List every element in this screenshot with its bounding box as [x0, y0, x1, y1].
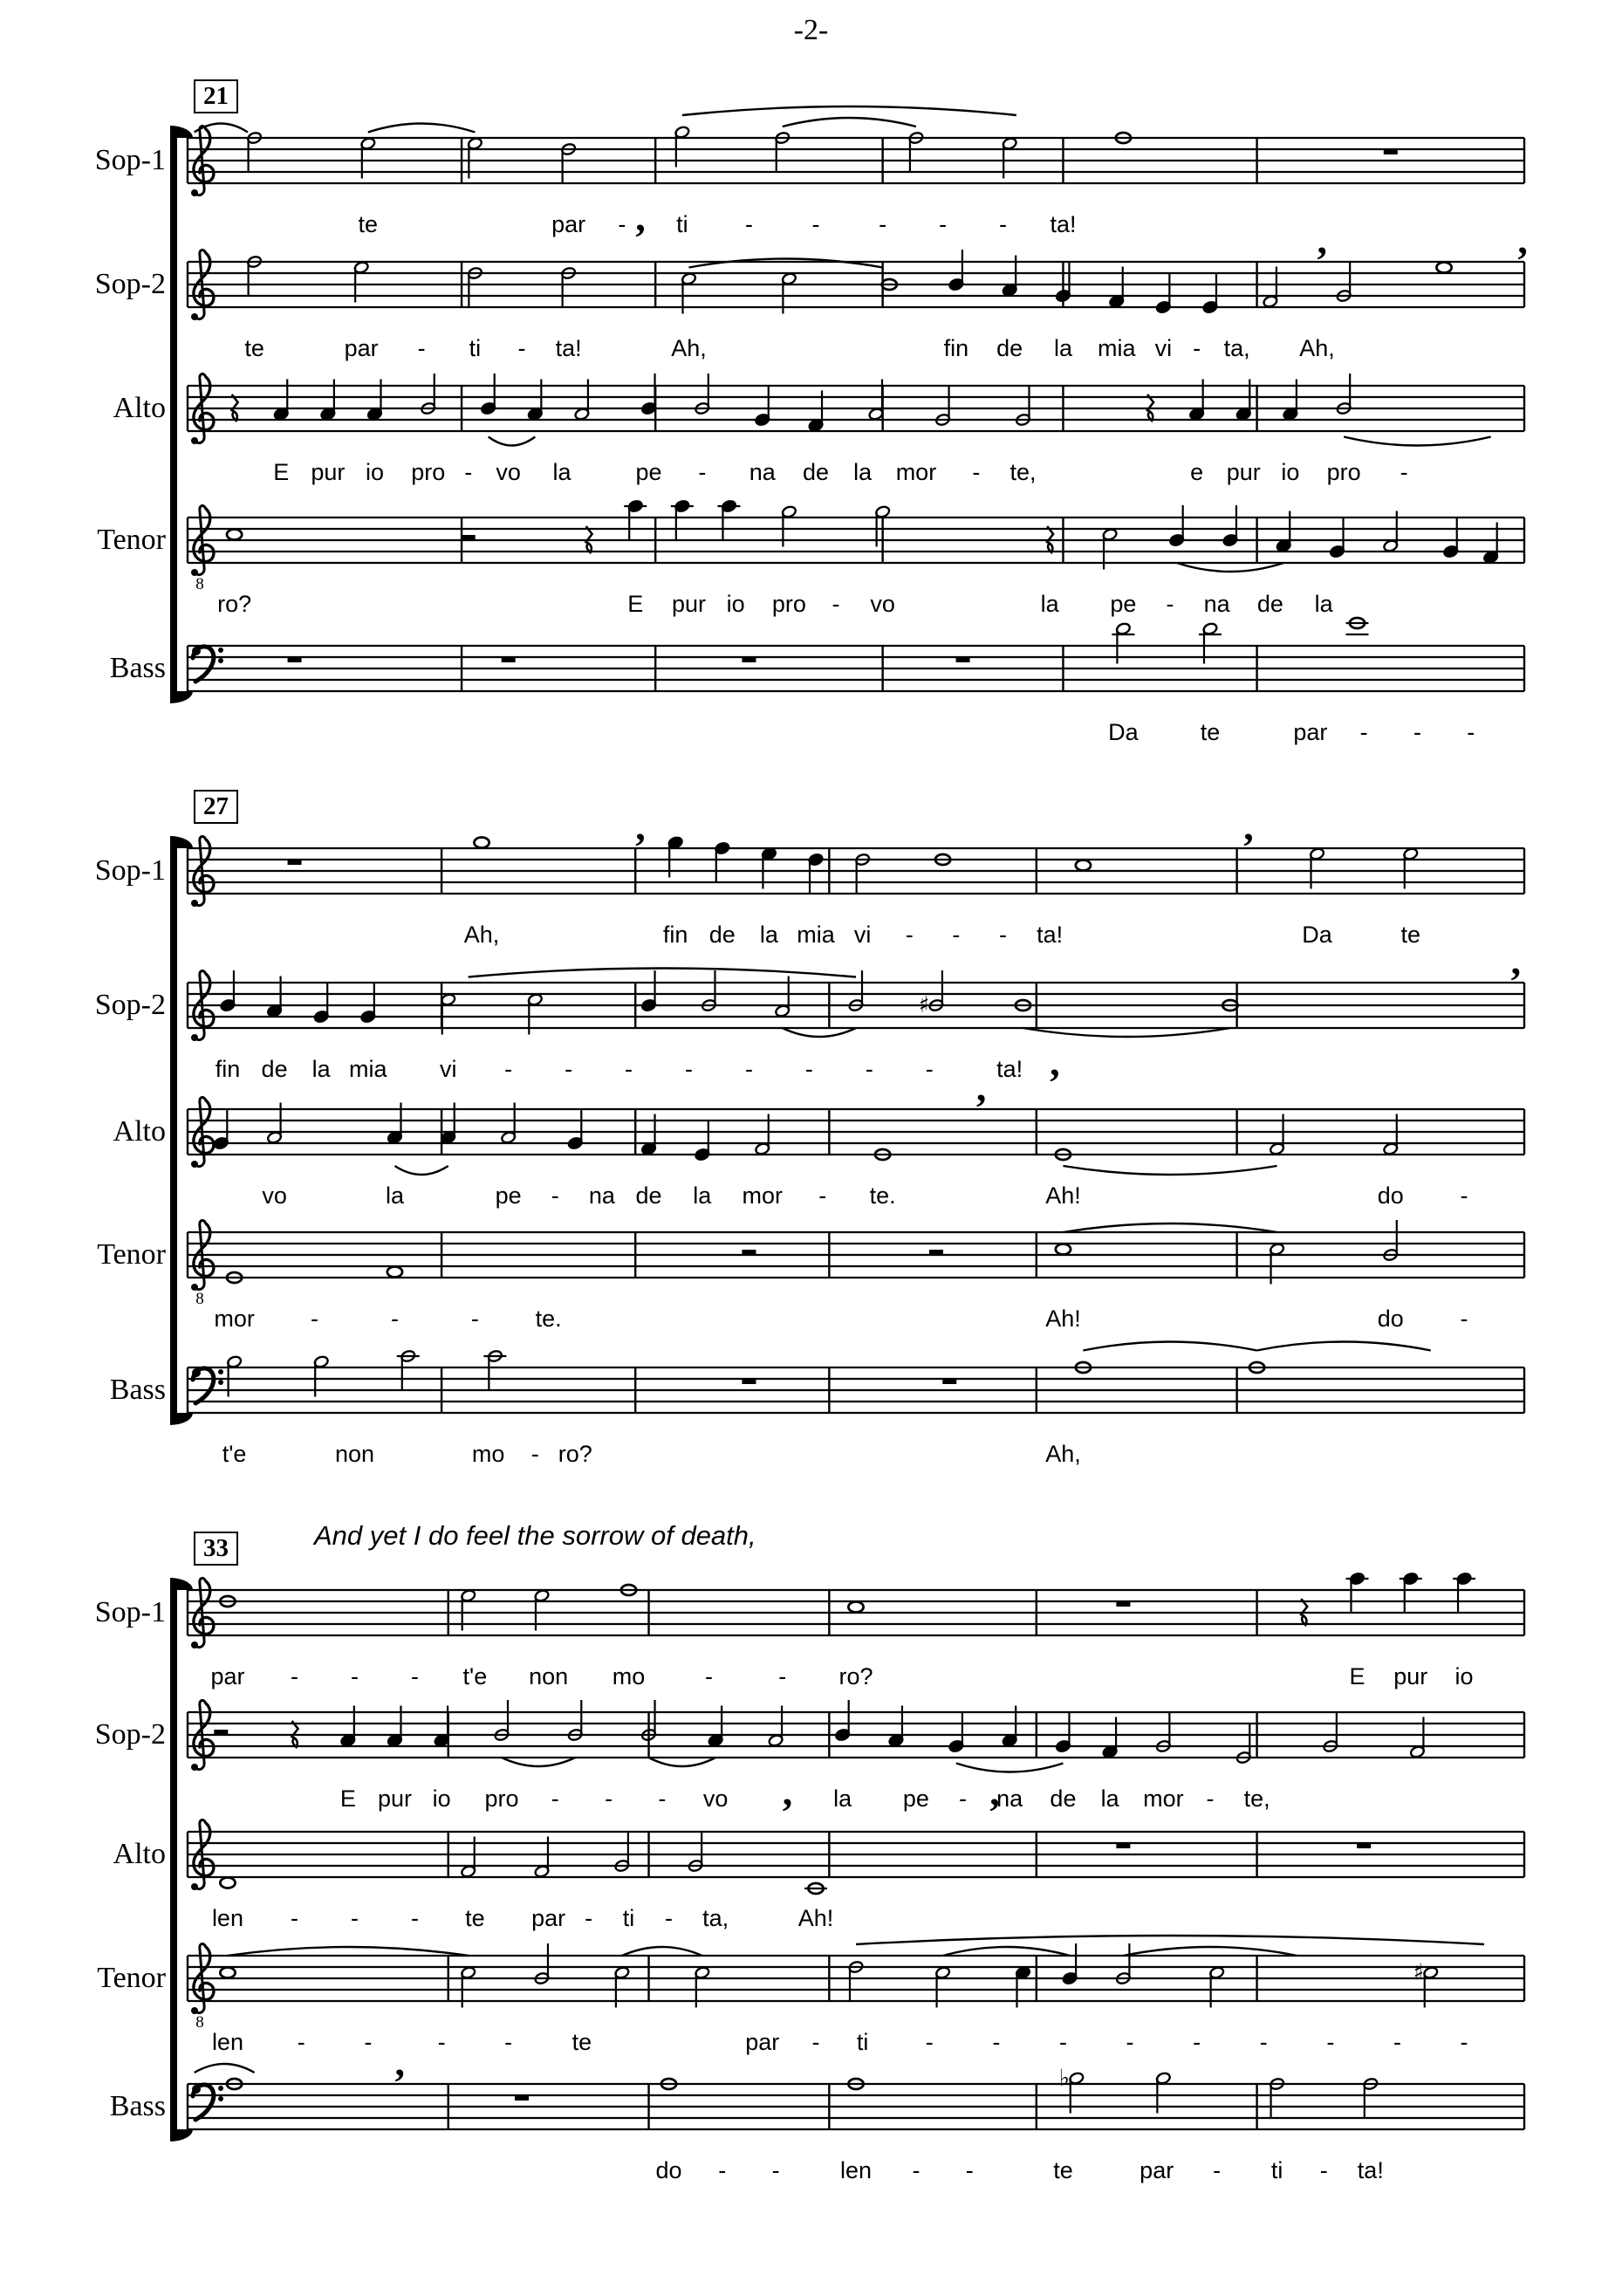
slur — [783, 1028, 856, 1037]
lyric-syllable: te — [571, 2029, 592, 2055]
lyric-syllable: te — [1400, 922, 1421, 948]
slur — [1344, 437, 1491, 446]
lyric-dash: - — [925, 1056, 934, 1082]
lyric-syllable: vo — [496, 459, 521, 485]
lyric-dash: - — [832, 591, 840, 617]
lyric-dash: - — [291, 1905, 299, 1931]
lyric-syllable: mia — [797, 922, 835, 948]
lyric-dash: - — [811, 211, 820, 237]
lyric-dash: - — [504, 1056, 513, 1082]
lyric-syllable: de — [996, 335, 1023, 361]
staff-label: Alto — [113, 1838, 166, 1870]
whole-note — [1056, 1244, 1071, 1255]
lyric-syllable: ro? — [558, 1441, 592, 1467]
lyric-syllable: t'e — [222, 1441, 247, 1467]
slur — [469, 969, 856, 977]
lyric-syllable: Ah, — [671, 335, 707, 361]
lyric-syllable: te — [244, 335, 264, 361]
lyric-dash: - — [959, 1785, 968, 1812]
lyric-syllable: pe — [1110, 591, 1137, 617]
whole-rest — [956, 657, 970, 662]
whole-note — [387, 1267, 402, 1278]
whole-note — [220, 1878, 235, 1888]
lyric-syllable: ti — [622, 1905, 635, 1931]
lyric-syllable: vi — [1154, 335, 1173, 361]
lyric-dash: - — [744, 211, 753, 237]
lyric-dash: - — [565, 1056, 573, 1082]
lyric-dash: - — [972, 459, 981, 485]
staff-label: Sop-2 — [94, 268, 166, 300]
whole-rest — [288, 860, 302, 865]
breath-mark: , — [1510, 938, 1522, 983]
breath-mark: , — [635, 195, 646, 239]
lyric-syllable: vo — [702, 1785, 729, 1812]
lyric-dash: - — [905, 922, 914, 948]
whole-rest — [742, 1379, 756, 1384]
lyric-syllable: par — [344, 335, 379, 361]
staff-label: Sop-1 — [94, 1596, 166, 1628]
slur — [1177, 563, 1284, 572]
lyric-dash: - — [818, 1182, 827, 1209]
staff-label: Bass — [109, 652, 166, 684]
lyric-syllable: Ah, — [1299, 335, 1335, 361]
translation-text: And yet I do feel the sorrow of death, — [314, 1520, 756, 1551]
measure-number-box: 33 — [194, 1532, 238, 1566]
breath-mark: , — [782, 1769, 793, 1813]
octave-8-mark: 8 — [195, 1290, 204, 1308]
lyric-syllable: E — [627, 591, 644, 617]
lyric-syllable: na — [996, 1785, 1023, 1812]
flat-icon: ♭ — [1058, 2065, 1071, 2092]
lyric-dash: - — [999, 922, 1008, 948]
lyric-syllable: vi — [853, 922, 872, 948]
slur — [689, 259, 883, 268]
slur — [195, 2064, 255, 2073]
lyric-syllable: fin — [943, 335, 969, 361]
lyric-syllable: len — [211, 1905, 243, 1931]
lyric-syllable: ta! — [996, 1056, 1023, 1082]
lyric-dash: - — [1393, 2029, 1401, 2055]
lyric-dash: - — [618, 211, 626, 237]
lyric-syllable: pur — [671, 591, 707, 617]
whole-rest — [515, 2095, 529, 2101]
whole-note — [474, 838, 489, 848]
slur — [1063, 1223, 1276, 1232]
lyric-dash: - — [1193, 2029, 1201, 2055]
lyric-dash: - — [744, 1056, 753, 1082]
staff-label: Tenor — [97, 524, 166, 556]
lyric-syllable: vo — [262, 1182, 287, 1209]
lyric-dash: - — [297, 2029, 305, 2055]
lyric-syllable: la — [1100, 1785, 1119, 1812]
lyric-dash: - — [865, 1056, 873, 1082]
lyric-syllable: Ah, — [1045, 1441, 1081, 1467]
lyric-syllable: ta, — [702, 1905, 729, 1931]
lyric-dash: - — [685, 1056, 693, 1082]
staff-label: Tenor — [97, 1962, 166, 1994]
slur — [1023, 1028, 1230, 1037]
lyric-syllable: te — [1053, 2157, 1073, 2183]
lyric-syllable: io — [432, 1785, 451, 1812]
whole-rest — [942, 1379, 956, 1384]
lyric-dash: - — [992, 2029, 1001, 2055]
lyric-syllable: par — [551, 211, 586, 237]
lyric-dash: - — [912, 2157, 921, 2183]
lyric-syllable: Ah! — [797, 1905, 834, 1931]
lyric-syllable: do — [655, 2157, 682, 2183]
lyric-syllable: io — [1454, 1663, 1474, 1689]
lyric-syllable: len — [839, 2157, 873, 2183]
lyric-dash: - — [778, 1663, 787, 1689]
lyric-dash: - — [698, 459, 707, 485]
lyric-syllable: Ah! — [1045, 1182, 1081, 1209]
half-rest — [214, 1730, 228, 1735]
half-rest — [929, 1250, 943, 1255]
whole-note — [227, 530, 242, 540]
lyric-dash: - — [625, 1056, 633, 1082]
measure-number-box: 21 — [194, 79, 238, 113]
lyric-syllable: la — [833, 1785, 852, 1812]
lyric-dash: - — [351, 1905, 359, 1931]
lyric-syllable: par — [1293, 719, 1328, 745]
measure-number-box: 27 — [194, 790, 238, 824]
lyric-syllable: ti — [856, 2029, 869, 2055]
lyric-syllable: la — [552, 459, 571, 485]
system-bracket — [170, 1590, 177, 2129]
lyric-syllable: par — [745, 2029, 780, 2055]
whole-rest — [1384, 149, 1398, 154]
lyric-dash: - — [811, 2029, 820, 2055]
staff-label: Sop-1 — [94, 854, 166, 887]
lyric-syllable: te — [1200, 719, 1221, 745]
staff-label: Tenor — [97, 1238, 166, 1271]
lyric-dash: - — [390, 1306, 399, 1332]
system-bracket — [170, 848, 177, 1413]
lyric-syllable: na — [1203, 591, 1230, 617]
lyric-syllable: de — [1050, 1785, 1077, 1812]
lyric-dash: - — [1259, 2029, 1268, 2055]
lyric-syllable: len — [211, 2029, 243, 2055]
lyric-syllable: de — [1256, 591, 1283, 617]
lyric-syllable: Ah! — [1045, 1306, 1081, 1332]
staff-label: Sop-2 — [94, 989, 166, 1021]
lyric-dash: - — [952, 922, 961, 948]
lyric-syllable: pe — [495, 1182, 522, 1209]
lyric-syllable: la — [1040, 591, 1059, 617]
lyric-dash: - — [551, 1785, 559, 1812]
lyric-syllable: na — [588, 1182, 615, 1209]
lyric-syllable: de — [261, 1056, 288, 1082]
lyric-dash: - — [1126, 2029, 1134, 2055]
lyric-dash: - — [1359, 719, 1368, 745]
breath-mark: , — [635, 804, 646, 848]
octave-8-mark: 8 — [195, 575, 204, 593]
lyric-dash: - — [1400, 459, 1408, 485]
breath-mark: , — [975, 1065, 987, 1109]
slur — [502, 1758, 575, 1766]
lyric-row — [179, 719, 1533, 756]
lyric-syllable: pur — [377, 1785, 412, 1812]
lyric-syllable: do — [1377, 1182, 1404, 1209]
lyric-dash: - — [1193, 335, 1201, 361]
lyric-syllable: na — [749, 459, 776, 485]
lyric-syllable: de — [708, 922, 736, 948]
slur — [956, 1764, 1064, 1772]
lyric-syllable: vi — [439, 1056, 457, 1082]
lyric-syllable: te. — [535, 1306, 562, 1332]
breath-mark: , — [1317, 217, 1328, 262]
lyric-syllable: pro — [411, 459, 446, 485]
lyric-syllable: E — [1349, 1663, 1365, 1689]
lyric-syllable: ta! — [1037, 922, 1064, 948]
lyric-syllable: Ah, — [463, 922, 500, 948]
lyric-syllable: ro? — [838, 1663, 873, 1689]
whole-note — [1076, 860, 1091, 871]
staff-label: Alto — [113, 392, 166, 424]
lyric-syllable: E — [339, 1785, 356, 1812]
slur — [368, 124, 476, 133]
lyric-dash: - — [605, 1785, 613, 1812]
slur — [649, 1758, 716, 1766]
lyric-dash: - — [291, 1663, 299, 1689]
lyric-dash: - — [658, 1785, 667, 1812]
lyric-row — [179, 2157, 1533, 2194]
lyric-dash: - — [464, 459, 473, 485]
lyric-syllable: ti — [469, 335, 482, 361]
lyric-syllable: do — [1377, 1306, 1404, 1332]
lyric-syllable: pro — [771, 591, 806, 617]
lyric-syllable: e — [1190, 459, 1204, 485]
slur — [1083, 1342, 1256, 1351]
whole-rest — [502, 657, 516, 662]
slur — [489, 437, 536, 446]
breath-mark: , — [1517, 217, 1528, 262]
slur — [394, 1166, 448, 1175]
lyric-syllable: la — [853, 459, 873, 485]
slur — [622, 1947, 702, 1956]
lyric-dash: - — [718, 2157, 727, 2183]
octave-8-mark: 8 — [195, 2013, 204, 2032]
lyric-row — [179, 1441, 1533, 1477]
staff-label: Bass — [109, 2090, 166, 2122]
lyric-syllable: io — [726, 591, 745, 617]
half-rest — [742, 1250, 756, 1255]
lyric-dash: - — [925, 2029, 934, 2055]
lyric-syllable: Da — [1108, 719, 1139, 745]
lyric-syllable: mia — [349, 1056, 387, 1082]
slur — [856, 1936, 1484, 1944]
slur — [682, 106, 1016, 115]
lyric-dash: - — [410, 1663, 419, 1689]
lyric-syllable: par — [531, 1905, 566, 1931]
lyric-syllable: mor — [742, 1182, 783, 1209]
lyric-dash: - — [1460, 1182, 1468, 1209]
lyric-dash: - — [530, 1441, 539, 1467]
lyric-dash: - — [704, 1663, 713, 1689]
lyric-dash: - — [879, 211, 887, 237]
page-number: -2- — [793, 14, 829, 46]
lyric-syllable: vo — [870, 591, 895, 617]
breath-mark: , — [1243, 804, 1254, 848]
lyric-syllable: mo — [471, 1441, 505, 1467]
slur — [1063, 1166, 1276, 1175]
lyric-syllable: Da — [1302, 922, 1332, 948]
lyric-syllable: la — [311, 1056, 331, 1082]
lyric-dash: - — [999, 211, 1008, 237]
breath-mark: , — [989, 1769, 1000, 1813]
lyric-syllable: t'e — [462, 1663, 488, 1689]
lyric-syllable: la — [385, 1182, 404, 1209]
lyric-syllable: pro — [484, 1785, 519, 1812]
lyric-dash: - — [417, 335, 426, 361]
staff-label: Bass — [109, 1374, 166, 1406]
lyric-dash: - — [410, 1905, 419, 1931]
lyric-syllable: io — [365, 459, 384, 485]
slur — [1123, 1947, 1297, 1956]
whole-note — [848, 1602, 863, 1613]
sharp-icon: ♯ — [918, 992, 930, 1018]
lyric-dash: - — [364, 2029, 373, 2055]
lyric-syllable: mia — [1097, 335, 1136, 361]
lyric-dash: - — [1460, 2029, 1468, 2055]
lyric-dash: - — [939, 211, 948, 237]
lyric-syllable: ta, — [1223, 335, 1250, 361]
breath-mark: , — [1050, 1039, 1060, 1084]
whole-note — [1436, 263, 1451, 273]
whole-note — [220, 1968, 235, 1978]
whole-rest — [742, 657, 756, 662]
lyric-syllable: ti — [676, 211, 688, 237]
lyric-dash: - — [1413, 719, 1421, 745]
lyric-syllable: ta! — [1050, 211, 1077, 237]
lyric-syllable: mor — [1143, 1785, 1184, 1812]
lyric-syllable: la — [759, 922, 778, 948]
lyric-syllable: mo — [612, 1663, 646, 1689]
lyric-dash: - — [1206, 1785, 1215, 1812]
slur — [943, 1947, 1071, 1956]
lyric-syllable: ta! — [1357, 2157, 1384, 2183]
lyric-syllable: pur — [1393, 1663, 1428, 1689]
lyric-syllable: par — [1140, 2157, 1174, 2183]
lyric-dash: - — [470, 1306, 479, 1332]
lyric-syllable: ta! — [555, 335, 582, 361]
half-rest — [462, 535, 476, 540]
staff-label: Alto — [113, 1115, 166, 1148]
lyric-syllable: non — [334, 1441, 375, 1467]
lyric-syllable: de — [803, 459, 830, 485]
lyric-syllable: la — [693, 1182, 712, 1209]
lyric-dash: - — [351, 1663, 359, 1689]
lyric-dash: - — [771, 2157, 780, 2183]
slur — [228, 1947, 469, 1956]
lyric-syllable: la — [1053, 335, 1072, 361]
lyric-dash: - — [437, 2029, 446, 2055]
lyric-syllable: te — [465, 1905, 485, 1931]
lyric-syllable: te, — [1009, 459, 1037, 485]
lyric-dash: - — [1058, 2029, 1067, 2055]
lyric-dash: - — [517, 335, 526, 361]
lyric-syllable: ro? — [217, 591, 252, 617]
lyric-syllable: fin — [215, 1056, 241, 1082]
lyric-syllable: pe — [902, 1785, 929, 1812]
lyric-syllable: pur — [1226, 459, 1261, 485]
lyric-syllable: par — [210, 1663, 245, 1689]
lyric-dash: - — [1460, 1306, 1468, 1332]
lyric-dash: - — [1166, 591, 1174, 617]
lyric-dash: - — [1326, 2029, 1335, 2055]
whole-rest — [1357, 1843, 1371, 1848]
staff-label: Sop-1 — [94, 144, 166, 176]
lyric-dash: - — [551, 1182, 559, 1209]
lyric-syllable: io — [1281, 459, 1300, 485]
slur — [783, 118, 916, 127]
lyric-dash: - — [965, 2157, 974, 2183]
system-bracket — [170, 138, 177, 691]
lyric-dash: - — [311, 1306, 319, 1332]
lyric-syllable: E — [273, 459, 290, 485]
lyric-syllable: de — [635, 1182, 662, 1209]
lyric-syllable: mor — [214, 1306, 255, 1332]
lyric-dash: - — [665, 1905, 674, 1931]
lyric-syllable: non — [529, 1663, 569, 1689]
breath-mark: , — [394, 2039, 405, 2084]
lyric-syllable: fin — [662, 922, 688, 948]
whole-rest — [1116, 1601, 1130, 1607]
lyric-dash: - — [804, 1056, 813, 1082]
lyric-dash: - — [1213, 2157, 1222, 2183]
lyric-syllable: pe — [635, 459, 662, 485]
lyric-dash: - — [1319, 2157, 1328, 2183]
lyric-syllable: te, — [1243, 1785, 1270, 1812]
lyric-dash: - — [504, 2029, 513, 2055]
lyric-syllable: pro — [1326, 459, 1361, 485]
staff-label: Sop-2 — [94, 1718, 166, 1751]
slur — [1257, 1342, 1431, 1351]
lyric-dash: - — [1467, 719, 1475, 745]
whole-rest — [288, 657, 302, 662]
whole-rest — [1116, 1843, 1130, 1848]
lyric-syllable: la — [1314, 591, 1333, 617]
lyric-syllable: mor — [895, 459, 937, 485]
lyric-syllable: te. — [869, 1182, 896, 1209]
lyric-dash: - — [585, 1905, 593, 1931]
lyric-syllable: ti — [1270, 2157, 1283, 2183]
lyric-syllable: pur — [311, 459, 346, 485]
lyric-syllable: te — [358, 211, 379, 237]
sharp-icon: ♯ — [1413, 1959, 1425, 1986]
